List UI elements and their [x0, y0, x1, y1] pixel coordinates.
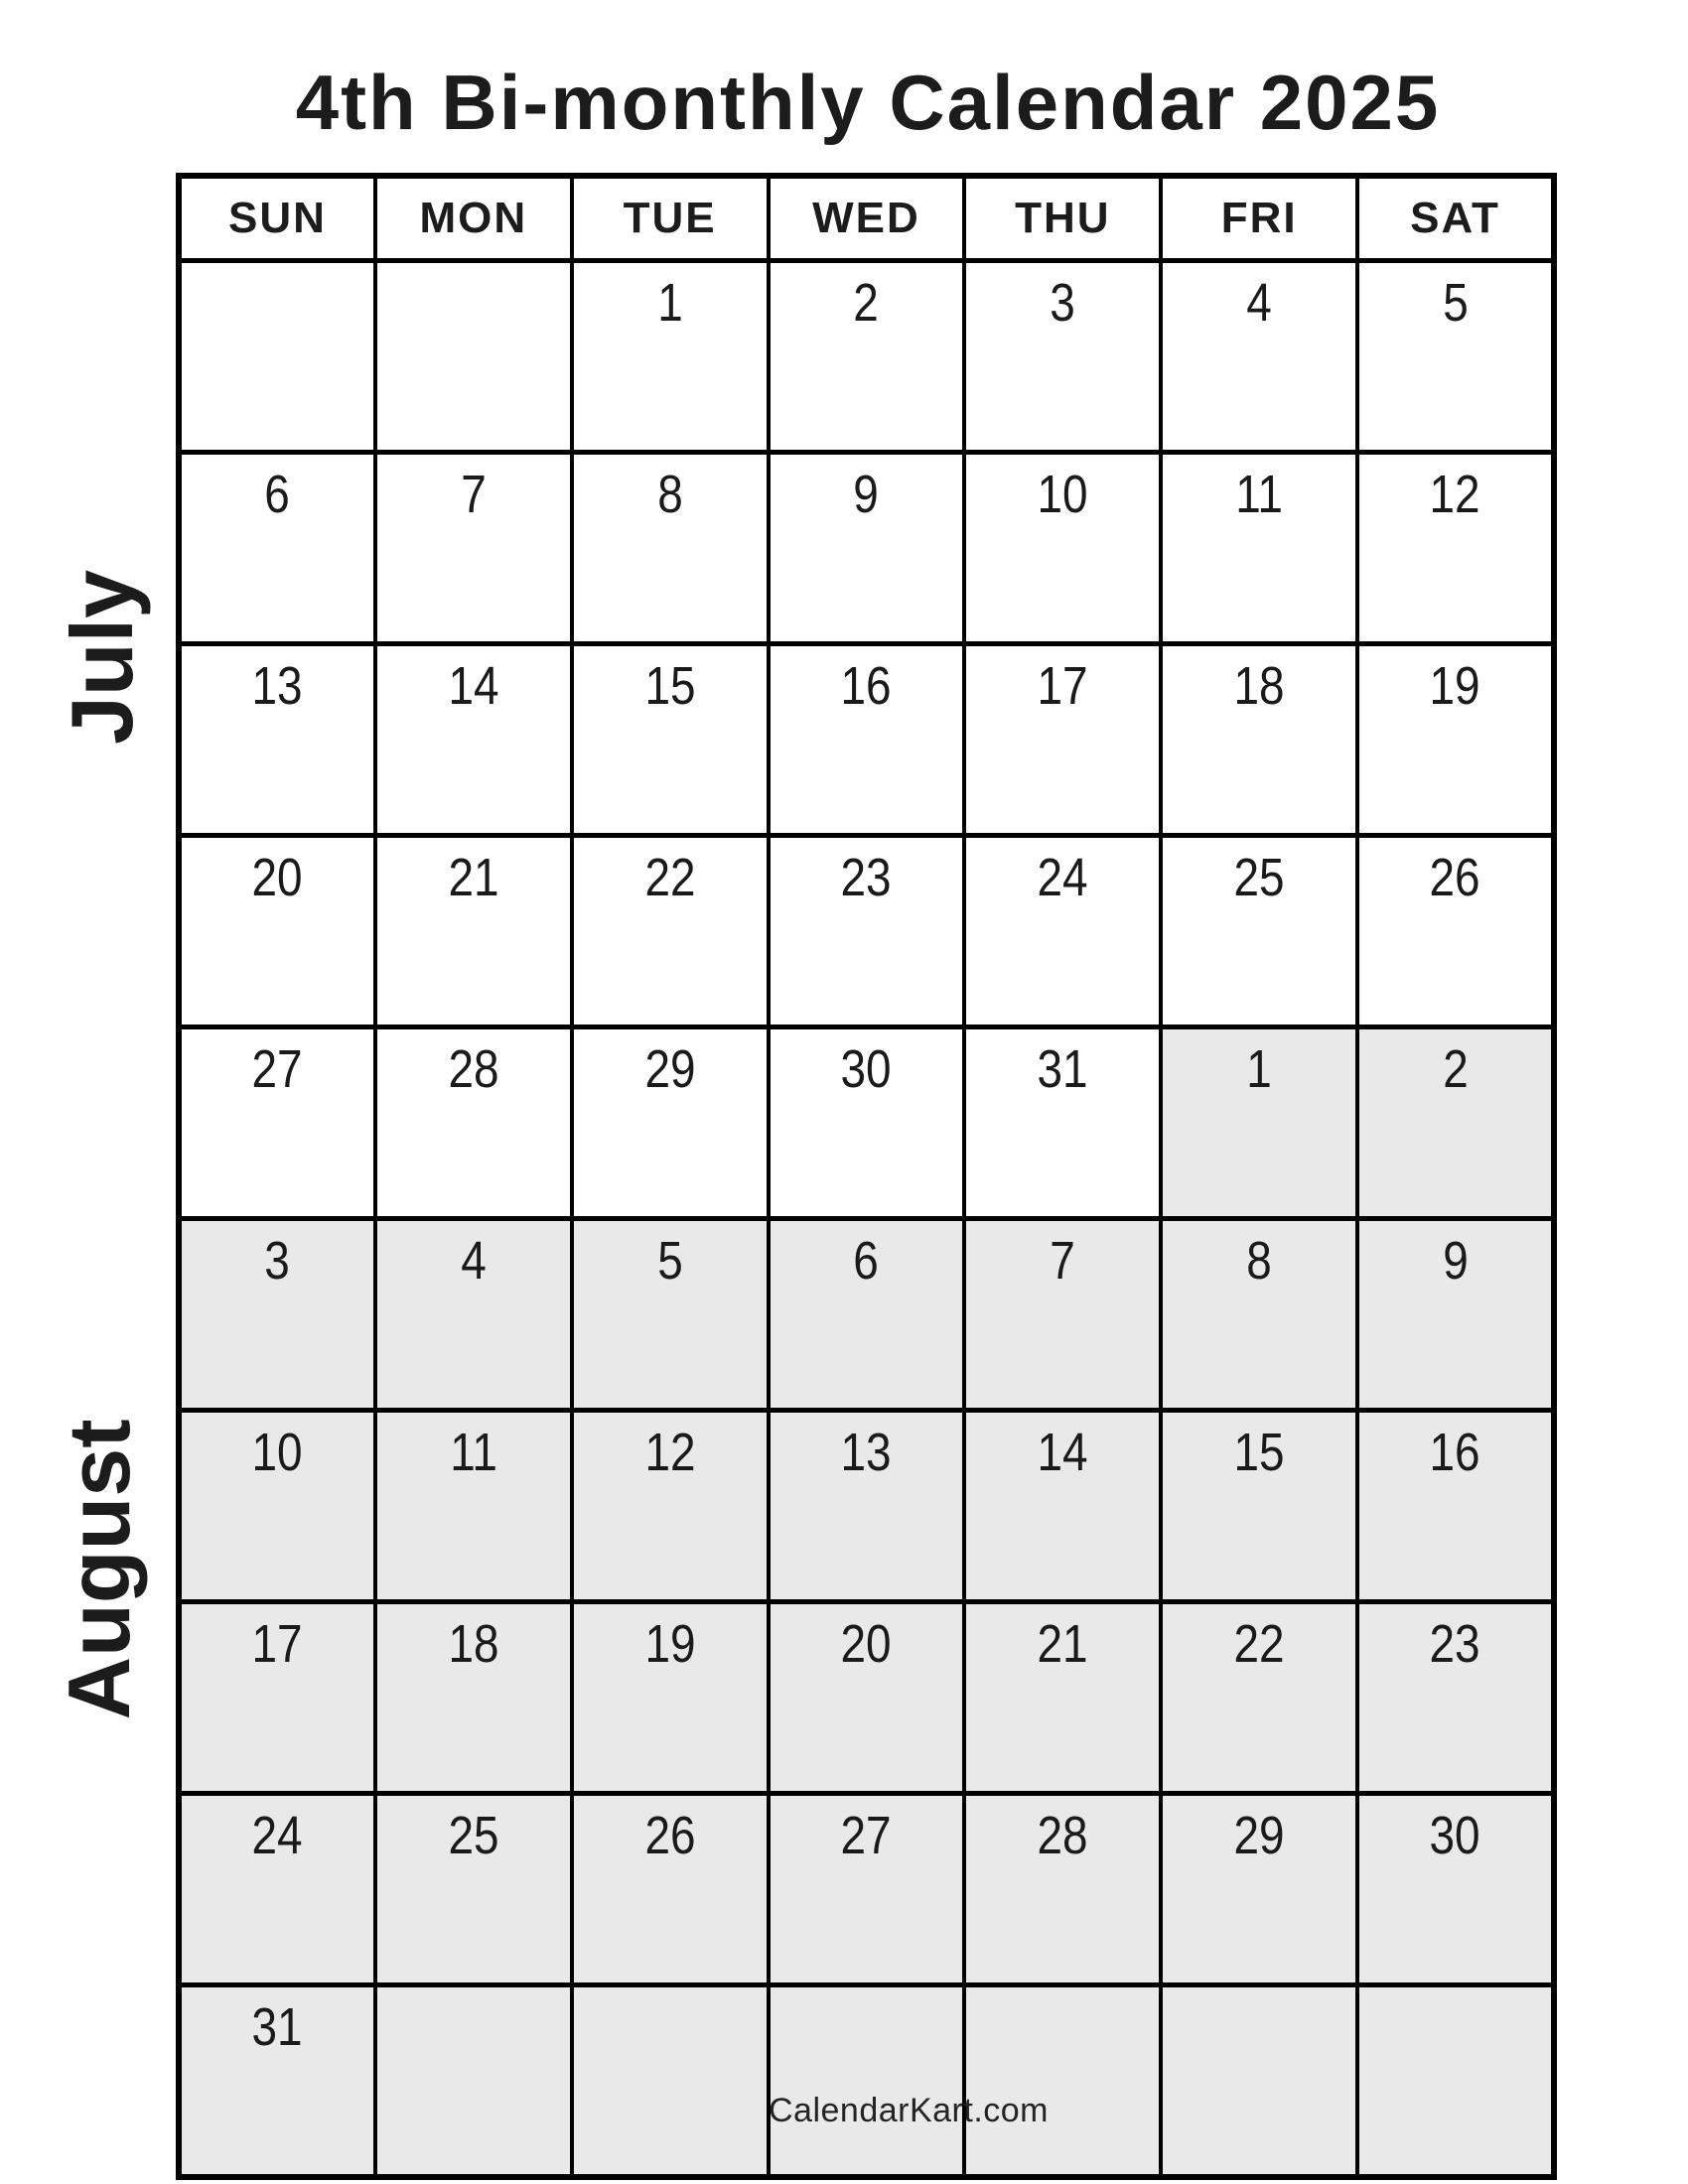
weekday-header-thu: THU: [964, 176, 1161, 261]
date-number: 6: [264, 465, 291, 524]
date-number: 14: [1037, 1423, 1088, 1482]
weekday-header-wed: WED: [769, 176, 965, 261]
date-number: 11: [1235, 465, 1283, 524]
date-cell-july-27: [179, 1027, 375, 1219]
date-number: 2: [1442, 1039, 1469, 1099]
date-cell-august-20: [769, 1602, 965, 1794]
date-number: 12: [644, 1423, 696, 1482]
date-number: 19: [644, 1614, 696, 1674]
date-cell-august-2: [1357, 1027, 1554, 1219]
date-number: 22: [1233, 1614, 1285, 1674]
date-cell-july-8: [572, 453, 769, 644]
date-cell-july-4: [1161, 261, 1357, 453]
date-number: 30: [1429, 1806, 1481, 1865]
date-cell-july-30: [769, 1027, 965, 1219]
date-number: 3: [264, 1231, 291, 1291]
calendar-title: 4th Bi-monthly Calendar 2025: [295, 59, 1441, 146]
date-cell-august-28: [964, 1794, 1161, 1985]
weekday-header-sun: SUN: [179, 176, 375, 261]
date-cell-july-17: [964, 644, 1161, 836]
date-number: 13: [251, 656, 303, 716]
date-cell-august-14: [964, 1411, 1161, 1602]
date-number: 18: [448, 1614, 499, 1674]
site-credit: CalendarKart.com: [768, 2092, 1050, 2129]
date-cell-august-3: [179, 1219, 375, 1411]
weekday-header-mon: MON: [375, 176, 572, 261]
date-cell-empty: [375, 1985, 572, 2178]
date-cell-july-9: [769, 453, 965, 644]
date-cell-july-18: [1161, 644, 1357, 836]
date-number: 9: [853, 465, 880, 524]
date-cell-july-21: [375, 836, 572, 1027]
date-cell-august-31: [179, 1985, 375, 2178]
calendar-grid: [176, 173, 1557, 2180]
date-cell-july-16: [769, 644, 965, 836]
date-number: 25: [1233, 848, 1285, 907]
date-number: 27: [251, 1039, 303, 1099]
date-number: 10: [1037, 465, 1088, 524]
calendar-grid-container: [176, 173, 1557, 2180]
date-cell-empty: [1161, 1985, 1357, 2178]
date-cell-july-12: [1357, 453, 1554, 644]
date-cell-august-16: [1357, 1411, 1554, 1602]
date-cell-august-19: [572, 1602, 769, 1794]
date-number: 23: [840, 848, 892, 907]
date-number: 17: [251, 1614, 303, 1674]
date-number: 13: [840, 1423, 892, 1482]
date-cell-july-6: [179, 453, 375, 644]
date-cell-august-18: [375, 1602, 572, 1794]
date-cell-july-7: [375, 453, 572, 644]
date-number: 5: [656, 1231, 683, 1291]
date-number: 14: [448, 656, 499, 716]
date-cell-july-5: [1357, 261, 1554, 453]
date-number: 15: [644, 656, 696, 716]
date-cell-july-19: [1357, 644, 1554, 836]
date-cell-july-3: [964, 261, 1161, 453]
date-number: 8: [656, 465, 683, 524]
date-number: 31: [1037, 1039, 1088, 1099]
date-cell-july-26: [1357, 836, 1554, 1027]
date-number: 6: [853, 1231, 880, 1291]
date-cell-august-24: [179, 1794, 375, 1985]
date-number: 8: [1246, 1231, 1272, 1291]
date-cell-august-27: [769, 1794, 965, 1985]
weekday-header-sat: SAT: [1357, 176, 1554, 261]
date-cell-august-6: [769, 1219, 965, 1411]
date-cell-empty: [1357, 1985, 1554, 2178]
date-number: 20: [840, 1614, 892, 1674]
date-cell-july-29: [572, 1027, 769, 1219]
date-cell-july-13: [179, 644, 375, 836]
date-cell-july-14: [375, 644, 572, 836]
date-cell-august-15: [1161, 1411, 1357, 1602]
date-number: 2: [853, 273, 880, 333]
date-cell-august-29: [1161, 1794, 1357, 1985]
date-number: 12: [1429, 465, 1481, 524]
date-number: 7: [460, 465, 487, 524]
date-cell-empty: [179, 261, 375, 453]
calendar-week-row: [179, 1985, 1554, 2178]
date-number: 23: [1429, 1614, 1481, 1674]
date-cell-july-28: [375, 1027, 572, 1219]
date-cell-august-17: [179, 1602, 375, 1794]
date-cell-august-12: [572, 1411, 769, 1602]
date-number: 24: [251, 1806, 303, 1865]
date-cell-august-8: [1161, 1219, 1357, 1411]
date-number: 11: [449, 1423, 497, 1482]
calendar-week-row: [179, 836, 1554, 1027]
date-cell-august-11: [375, 1411, 572, 1602]
date-number: 17: [1037, 656, 1088, 716]
date-cell-empty: [964, 1985, 1161, 2178]
date-cell-august-26: [572, 1794, 769, 1985]
date-cell-august-25: [375, 1794, 572, 1985]
date-cell-empty: [375, 261, 572, 453]
calendar-week-row: [179, 644, 1554, 836]
calendar-week-row: [179, 261, 1554, 453]
calendar-week-row: [179, 1602, 1554, 1794]
date-cell-august-30: [1357, 1794, 1554, 1985]
calendar-week-row: [179, 1794, 1554, 1985]
date-cell-empty: [769, 1985, 965, 2178]
date-number: 15: [1233, 1423, 1285, 1482]
date-cell-empty: [572, 1985, 769, 2178]
month-label-august: August: [50, 1419, 148, 1720]
date-cell-august-7: [964, 1219, 1161, 1411]
date-number: 1: [1246, 1039, 1272, 1099]
weekday-header-tue: TUE: [572, 176, 769, 261]
date-cell-july-23: [769, 836, 965, 1027]
date-number: 24: [1037, 848, 1088, 907]
date-number: 16: [840, 656, 892, 716]
date-number: 30: [840, 1039, 892, 1099]
date-cell-august-21: [964, 1602, 1161, 1794]
date-cell-august-10: [179, 1411, 375, 1602]
date-cell-july-15: [572, 644, 769, 836]
date-number: 18: [1233, 656, 1285, 716]
calendar-week-row: [179, 453, 1554, 644]
date-number: 5: [1442, 273, 1469, 333]
date-cell-july-24: [964, 836, 1161, 1027]
date-cell-august-1: [1161, 1027, 1357, 1219]
date-number: 29: [1233, 1806, 1285, 1865]
date-number: 1: [656, 273, 683, 333]
date-number: 28: [448, 1039, 499, 1099]
calendar-week-row: [179, 1027, 1554, 1219]
calendar-week-row: [179, 1411, 1554, 1602]
weekday-header-row: [179, 176, 1554, 261]
date-cell-august-22: [1161, 1602, 1357, 1794]
date-number: 25: [448, 1806, 499, 1865]
date-number: 3: [1050, 273, 1076, 333]
date-number: 26: [644, 1806, 696, 1865]
date-cell-july-11: [1161, 453, 1357, 644]
date-number: 31: [251, 1997, 303, 2057]
date-number: 4: [1246, 273, 1272, 333]
date-number: 16: [1429, 1423, 1481, 1482]
date-cell-august-23: [1357, 1602, 1554, 1794]
calendar-week-row: [179, 1219, 1554, 1411]
weekday-header-fri: FRI: [1161, 176, 1357, 261]
date-number: 27: [840, 1806, 892, 1865]
date-cell-august-5: [572, 1219, 769, 1411]
date-cell-august-9: [1357, 1219, 1554, 1411]
date-number: 7: [1050, 1231, 1076, 1291]
date-number: 22: [644, 848, 696, 907]
date-number: 21: [448, 848, 499, 907]
date-cell-august-4: [375, 1219, 572, 1411]
date-number: 9: [1442, 1231, 1469, 1291]
date-cell-july-10: [964, 453, 1161, 644]
month-label-july: July: [53, 569, 151, 746]
date-number: 10: [251, 1423, 303, 1482]
date-number: 4: [460, 1231, 487, 1291]
date-number: 21: [1037, 1614, 1088, 1674]
date-number: 28: [1037, 1806, 1088, 1865]
date-cell-july-20: [179, 836, 375, 1027]
date-cell-august-13: [769, 1411, 965, 1602]
date-number: 29: [644, 1039, 696, 1099]
date-cell-july-1: [572, 261, 769, 453]
date-cell-july-31: [964, 1027, 1161, 1219]
date-number: 20: [251, 848, 303, 907]
date-cell-july-25: [1161, 836, 1357, 1027]
date-number: 26: [1429, 848, 1481, 907]
date-cell-july-22: [572, 836, 769, 1027]
date-cell-july-2: [769, 261, 965, 453]
date-number: 19: [1429, 656, 1481, 716]
